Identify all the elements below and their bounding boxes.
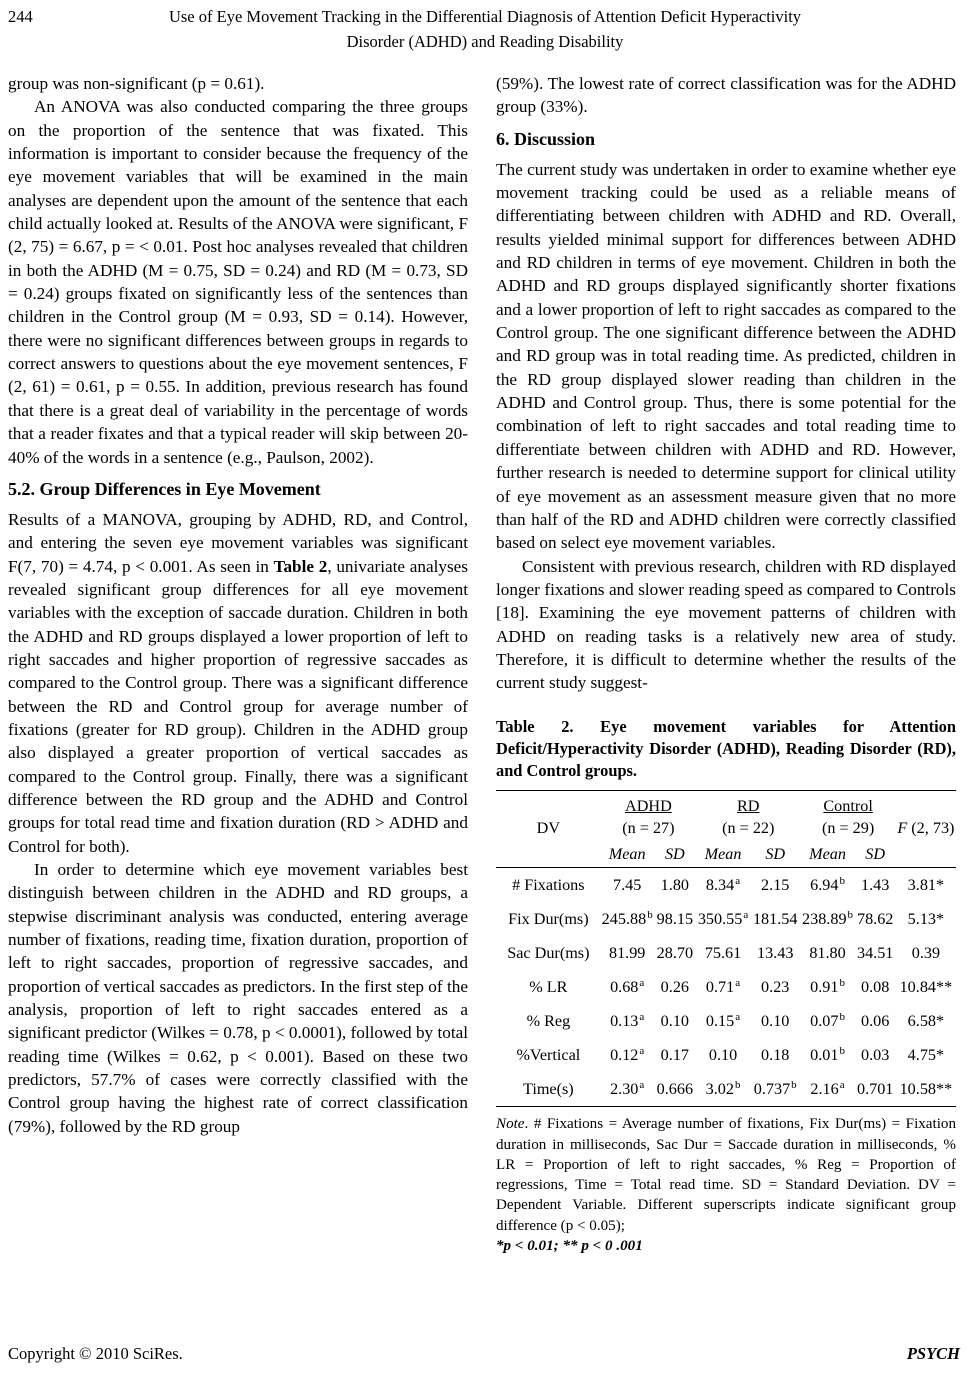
table-cell-rd-mean: 75.61 xyxy=(704,943,742,962)
table-cell-rd-sd: 0.737$^b$ xyxy=(750,1072,800,1107)
table-header-dv: DV xyxy=(536,819,561,838)
table-cell-rd-mean: 8.34$^a$ xyxy=(705,874,741,894)
table-cell-rd-mean: 3.02$^b$ xyxy=(696,1072,750,1107)
table-cell-dv: %Vertical xyxy=(516,1045,581,1064)
page-content xyxy=(8,72,960,1312)
table-header-group-control: Control xyxy=(800,791,895,817)
superscript-marker: a xyxy=(639,976,645,989)
page-number: 244 xyxy=(8,7,33,26)
table-cell-f-value: 5.13* xyxy=(907,909,945,928)
table-cell-f-value: 4.75* xyxy=(907,1045,945,1064)
table-cell-adhd-sd: 0.666 xyxy=(654,1072,696,1107)
table-cell-f-value: 0.39 xyxy=(911,943,941,962)
paragraph-manova xyxy=(8,508,468,858)
paragraph-continued: group was non-significant (p = 0.61). xyxy=(8,74,265,93)
table-header-n-row xyxy=(496,816,956,841)
table-body xyxy=(496,868,956,1107)
table-cell-rd-mean: 350.55$^a$ xyxy=(697,908,749,928)
table-header-stat-row xyxy=(496,841,956,868)
table-cell-control-sd: 1.43 xyxy=(861,875,890,894)
heading-6-discussion: 6. Discussion xyxy=(496,128,596,149)
running-title xyxy=(60,4,910,54)
table-cell-dv: Sac Dur(ms) xyxy=(507,943,590,962)
table-cell-adhd-mean: 2.30$^a$ xyxy=(601,1072,654,1107)
superscript-marker: b xyxy=(839,874,845,887)
paragraph-discussion-2: Consistent with previous research, children with RD displayed longer fixations and slower reading speed as compared to Controls [18]. Examining the eye movement patterns of children with ADHD on reading tasks is a relatively new area of study. Therefore, it is difficult to determine whether the results of the current study suggest- xyxy=(496,556,956,693)
table-header-n-control: (n = 29) xyxy=(821,819,875,838)
superscript-marker: a xyxy=(639,1010,645,1023)
table-cell-control-sd: 34.51 xyxy=(856,943,894,962)
paragraph-discussion-1: The current study was undertaken in order to examine whether eye movement tracking could be used as a reliable means of differentiating between children with ADHD and RD. Overall, results yielded minimal support for differences between ADHD and RD children in terms of eye movement. Children in both the ADHD and RD groups displayed significantly shorter fixations and a lower proportion of left to right saccades as compared to the Control group. The one significant difference between the ADHD and RD group was in total reading time. As predicted, children in the RD group displayed slower reading than children in the ADHD and Control group. Thus, there is some potential for the combination of left to right saccades and total reading time to differentiate between children with ADHD and RD. However, further research is needed to determine support for clinical utility of eye movement as an assessment measure given that no more than half of the RD and ADHD children were correctly classified based on select eye movement variables. xyxy=(496,159,956,553)
table-cell-rd-mean: 0.15$^a$ xyxy=(705,1010,741,1030)
table-header-mean-rd: Mean xyxy=(696,841,750,868)
table-cell-rd-sd: 0.10 xyxy=(761,1011,790,1030)
table-header-group-row xyxy=(496,791,956,817)
table-cell-rd-sd: 13.43 xyxy=(757,943,794,962)
superscript-marker: a xyxy=(639,1078,645,1091)
table-cell-adhd-mean: 0.12$^a$ xyxy=(610,1044,645,1064)
table-header-sd-control: SD xyxy=(855,841,896,868)
table-2-caption: Table 2. Eye movement variables for Attention Deficit/Hyperactivity Disorder (ADHD), Reading Disorder (RD), and Control groups. xyxy=(496,716,956,781)
table-header-blank-f xyxy=(896,791,956,817)
table-cell-rd-mean: 0.10 xyxy=(708,1045,738,1064)
table-cell-control-sd: 78.62 xyxy=(856,909,894,928)
table-cell-control-sd: 0.701 xyxy=(855,1072,896,1107)
page-footer xyxy=(8,1344,960,1374)
table-header-mean-adhd: Mean xyxy=(601,841,654,868)
paragraph-anova: An ANOVA was also conducted comparing the three groups on the proportion of the sentence that was fixated. This information is important to consider because the frequency of the eye movement variables that will be examined in the main analyses are dependent upon the amount of the sentence that each child actually looked at. Results of the ANOVA were significant, F (2, 75) = 6.67, p = < 0.01. Post hoc analyses revealed that children in both the ADHD (M = 0.75, SD = 0.24) and RD (M = 0.73, SD = 0.24) groups fixated on significantly less of the sentences than children in the Control group (M = 0.93, SD = 0.14). However, there were no significant differences between groups in regards to correct answers to questions about the eye movement sentences, F (2, 61) = 0.61, p = 0.55. In addition, previous research has found that there is a great deal of variability in the percentage of words that a reader fixates and that a typical reader will skip between 20-40% of the words in a sentence (e.g., Paulson, 2002). xyxy=(8,97,468,467)
table-cell-adhd-sd: 0.17 xyxy=(660,1045,689,1064)
right-column xyxy=(496,72,956,1256)
table-cell-rd-sd: 2.15 xyxy=(761,875,790,894)
table-header-sd-rd: SD xyxy=(750,841,800,868)
table-header-sd-adhd: SD xyxy=(654,841,696,868)
table-cell-f-value: 3.81* xyxy=(907,875,945,894)
running-title-line2: Disorder (ADHD) and Reading Disability xyxy=(346,32,624,51)
left-column xyxy=(8,72,468,1138)
table-cell-f-value: 10.58** xyxy=(896,1072,956,1107)
heading-5-2: 5.2. Group Differences in Eye Movement xyxy=(8,478,321,499)
table-cell-control-sd: 0.06 xyxy=(861,1011,890,1030)
table-header-stat-blank-f xyxy=(896,841,956,868)
table-cell-rd-sd: 0.18 xyxy=(761,1045,790,1064)
paragraph-manova-b: , univariate analyses revealed significant group differences for all eye movement variables with the exception of saccade duration. Children in both the ADHD and RD groups displayed a lower proportion of left to right saccades and higher proportion of regressive saccades as compared to the Control group. There was a significant difference between the RD and Control group for average number of fixations (greater for RD group). Children in the ADHD group also displayed a greater proportion of vertical saccades as compared to the Control group. Finally, there was a significant difference between the RD group and the ADHD and Control groups for total read time and fixation duration (RD > ADHD and Control for both). xyxy=(8,556,468,856)
table-cell-adhd-sd: 0.26 xyxy=(660,977,689,996)
superscript-marker: a xyxy=(639,1044,645,1057)
table-2 xyxy=(496,790,956,1107)
table-2-reference: Table 2 xyxy=(273,556,328,576)
paragraph-discriminant: In order to determine which eye movement variables best distinguish between children in the ADHD and RD groups, a stepwise discriminant analysis was conducted, entering average number of fixations, reading time, fixation duration, proportion of left to right saccades, proportion of regressive saccades, and proportion of vertical saccades as predictors. In the first step of the analysis, proportion of left to right saccades entered as a significant predictor (Wilkes = 0.78, p < 0.0001), followed by total reading time (Wilkes = 0.62, p < 0.001). Based on these two predictors, 57.7% of cases were correctly classified with the Control group having the highest rate of correct classification (79%), followed by the RD group xyxy=(8,860,468,1136)
table-cell-control-mean: 0.01$^b$ xyxy=(810,1044,845,1064)
table-cell-dv: % Reg xyxy=(526,1011,571,1030)
superscript-marker: b xyxy=(839,1044,845,1057)
table-cell-rd-mean: 0.71$^a$ xyxy=(705,976,741,996)
table-row xyxy=(496,868,956,903)
superscript-marker: b xyxy=(647,908,653,921)
table-cell-adhd-sd: 0.10 xyxy=(660,1011,689,1030)
journal-mark: PSYCH xyxy=(906,1344,960,1363)
table-cell-control-mean: 6.94$^b$ xyxy=(810,874,845,894)
table-header-group-rd: RD xyxy=(696,791,800,817)
superscript-marker: a xyxy=(743,908,749,921)
superscript-marker: b xyxy=(734,1078,741,1091)
table-cell-dv: % LR xyxy=(529,977,568,996)
copyright-notice: Copyright © 2010 SciRes. xyxy=(8,1344,183,1363)
superscript-marker: b xyxy=(847,908,854,921)
table-cell-control-mean: 81.80 xyxy=(809,943,846,962)
table-cell-f-value: 10.84** xyxy=(899,977,953,996)
table-header-stat-blank xyxy=(496,841,601,868)
table-note-text: . # Fixations = Average number of fixations, Fix Dur(ms) = Fixation duration in milliseconds, Sac Dur = Saccade duration in milliseconds, % LR = Proportion of left to right saccades, % Reg = Proportion of regressions, Time = Total read time. SD = Standard Deviation. DV = Dependent Variable. Different superscripts indicate significant group difference (p < 0.05); xyxy=(496,1116,956,1234)
superscript-marker: a xyxy=(735,874,741,887)
table-header-group-adhd: ADHD xyxy=(601,791,696,817)
superscript-marker: a xyxy=(735,976,741,989)
table-note xyxy=(496,1114,956,1235)
table-cell-control-mean: 0.91$^b$ xyxy=(810,976,845,996)
table-cell-control-mean: 0.07$^b$ xyxy=(810,1010,845,1030)
table-cell-dv: Fix Dur(ms) xyxy=(508,909,589,928)
table-row xyxy=(496,1072,956,1107)
superscript-marker: a xyxy=(839,1078,845,1091)
table-row xyxy=(496,1004,956,1038)
table-cell-adhd-mean: 7.45 xyxy=(613,875,642,894)
superscript-marker: a xyxy=(735,1010,741,1023)
table-note-label: Note xyxy=(496,1116,525,1133)
table-cell-rd-sd: 181.54 xyxy=(752,909,798,928)
table-header-n-adhd: (n = 27) xyxy=(622,819,675,838)
superscript-marker: b xyxy=(791,1078,797,1091)
table-cell-control-sd: 0.08 xyxy=(861,977,890,996)
table-row xyxy=(496,936,956,970)
table-cell-control-mean: 238.89$^b$ xyxy=(802,908,854,928)
table-cell-adhd-mean: 245.88$^b$ xyxy=(601,908,653,928)
table-header-f: F (2, 73) xyxy=(897,819,955,838)
paragraph-classification-rates: (59%). The lowest rate of correct classification was for the ADHD group (33%). xyxy=(496,74,956,117)
table-cell-adhd-sd: 98.15 xyxy=(656,909,694,928)
running-head xyxy=(0,0,968,56)
table-cell-f-value: 6.58* xyxy=(907,1011,945,1030)
table-cell-adhd-mean: 0.13$^a$ xyxy=(610,1010,645,1030)
table-row xyxy=(496,1038,956,1072)
table-cell-adhd-sd: 1.80 xyxy=(660,875,689,894)
table-cell-adhd-sd: 28.70 xyxy=(656,943,694,962)
table-cell-control-sd: 0.03 xyxy=(861,1045,890,1064)
table-cell-control-mean: 2.16$^a$ xyxy=(800,1072,854,1107)
table-2-block xyxy=(496,716,956,1256)
superscript-marker: b xyxy=(839,976,845,989)
table-cell-rd-sd: 0.23 xyxy=(761,977,790,996)
table-row xyxy=(496,970,956,1004)
table-cell-adhd-mean: 0.68$^a$ xyxy=(610,976,645,996)
table-cell-dv: Time(s) xyxy=(496,1072,601,1107)
table-header-n-rd: (n = 22) xyxy=(722,819,775,838)
running-title-line1: Use of Eye Movement Tracking in the Differential Diagnosis of Attention Deficit Hyperactivity xyxy=(168,7,802,26)
superscript-marker: b xyxy=(839,1010,845,1023)
table-header-mean-control: Mean xyxy=(800,841,854,868)
table-cell-dv: # Fixations xyxy=(512,875,585,894)
table-header-blank xyxy=(496,791,601,817)
table-cell-adhd-mean: 81.99 xyxy=(608,943,646,962)
table-row xyxy=(496,902,956,936)
table-note-significance: *p < 0.01; ** p < 0 .001 xyxy=(496,1237,643,1254)
paragraph-manova-a: Results of a MANOVA, grouping by ADHD, RD, and Control, and entering the seven eye movement variables was significant F(7, 70) = 4.74, p < 0.001. As seen in xyxy=(8,509,468,576)
